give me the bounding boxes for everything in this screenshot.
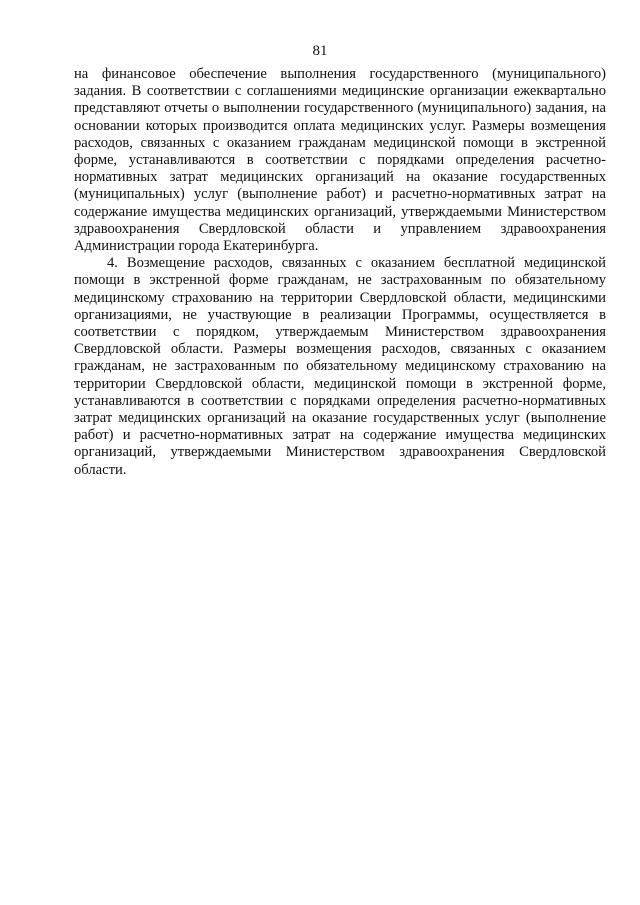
page-number: 81 — [312, 43, 328, 59]
document-body — [74, 66, 606, 479]
paragraph-item-4: 4. Возмещение расходов, связанных с оказанием бесплатной медицинской помощи в экстренной форме гражданам, не застрахованным по обязательному медицинскому страхованию на территории Свердловской области, медицинскими организациями, не участвующие в реализации Программы, осуществляется в соответствии с порядком, утверждаемым Министерством здравоохранения Свердловской области. Размеры возмещения расходов, связанных с оказанием гражданам, не застрахованным по обязательному медицинскому страхованию на территории Свердловской области, медицинской помощи в экстренной форме, устанавливаются в соответствии с порядками определения расчетно-нормативных затрат медицинских организаций на оказание государственных услуг (выполнение работ) и расчетно-нормативных затрат на содержание имущества медицинских организаций, утверждаемыми Министерством здравоохранения Свердловской области. — [74, 255, 606, 478]
paragraph-continuation: на финансовое обеспечение выполнения государственного (муниципального) задания. В соответствии с соглашениями медицинские организации ежеквартально представляют отчеты о выполнении государственного (муниципального) задания, на основании которых производится оплата медицинских услуг. Размеры возмещения расходов, связанных с оказанием гражданам медицинской помощи в экстренной форме, устанавливаются в соответствии с порядками определения расчетно-нормативных затрат медицинских организаций на оказание государственных (муниципальных) услуг (выполнение работ) и расчетно-нормативных затрат на содержание имущества медицинских организаций, утверждаемыми Министерством здравоохранения Свердловской области и управлением здравоохранения Администрации города Екатеринбурга. — [74, 66, 606, 255]
